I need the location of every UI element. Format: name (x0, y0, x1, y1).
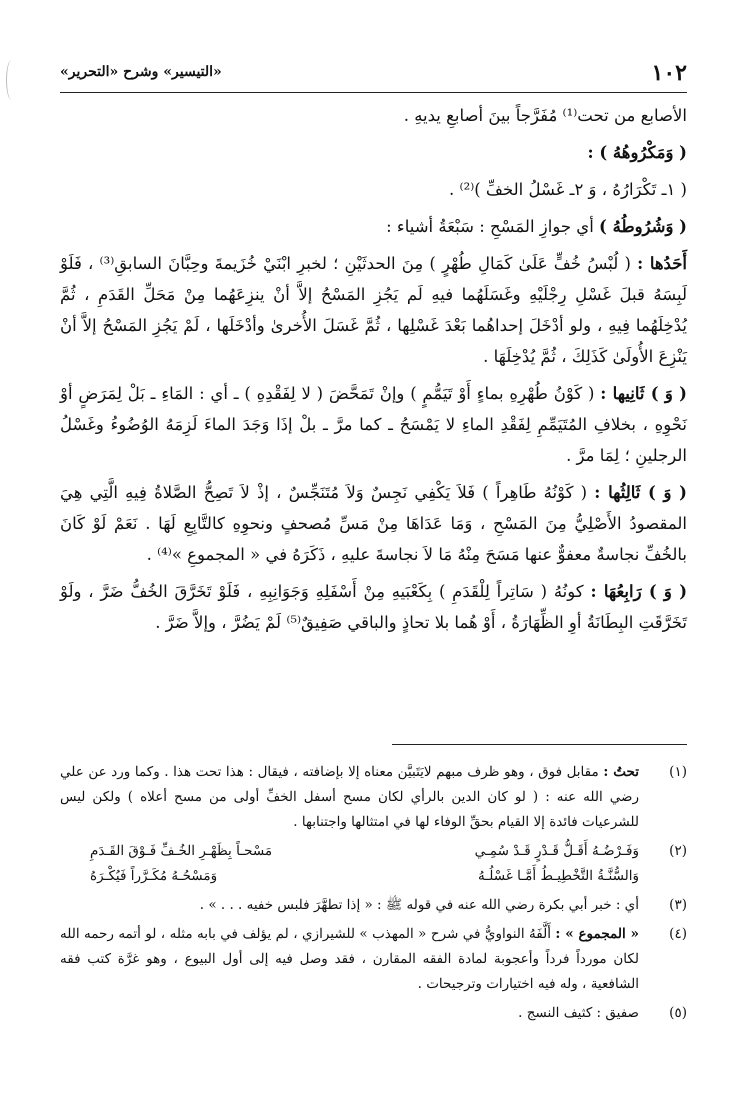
running-title: «التيسير» وشرح «التحرير» (60, 64, 222, 80)
footnote-number: (٥) (669, 1005, 687, 1021)
verse-hemistich: وَمَسْحُـهُ مُكَـرَّراً فَيُكْـرَهُ (90, 868, 218, 884)
paragraph-second-condition (60, 378, 687, 471)
footnote-number: (٤) (669, 926, 687, 942)
heading-third: ( وَ ) ثَالِثُها : (594, 483, 687, 502)
footnote-2 (60, 839, 687, 889)
paragraph-makruhat-list: ( ١ـ تَكْرَارُهُ ، وَ ٢ـ غَسْلُ الخفِّ )⁽²⁾ . (449, 180, 687, 199)
footnote-number: (٣) (669, 897, 687, 913)
main-text (60, 100, 687, 644)
second-condition-text: ( كَوْنُ طُهْرِهِ بماءٍ أَوْ تَيَمُّمٍ ) وإنْ تَمَحَّضَ ( لا لِفَقْدِهِ ) ـ أي : المَاءِ ـ بَلْ لِمَرَضٍ أوْ نَحْوِهِ ، بخلافِ المُتَيَمِّمِ لِفَقْدِ الماءِ لا يَمْسَحُ ـ كما مرَّ ـ بلْ إذَا وَجَدَ الماءَ لَزِمَهُ الوُضُوءُ وغَسْلُ الرجلينِ ؛ لِمَا مرَّ . (60, 384, 687, 465)
header-rule (60, 92, 687, 93)
paragraph-makruhat (60, 137, 687, 168)
page-number: ١٠٢ (651, 60, 687, 86)
verse-line-2 (60, 864, 639, 889)
heading-second: ( وَ ) ثَانِيها : (600, 384, 687, 403)
footnote-4-head: « المجموع » : (555, 926, 639, 942)
third-condition-text: ( كَوْنُهُ طَاهِراً ) فَلاَ يَكْفِي نَجِسٌ وَلاَ مُتَنَجِّسٌ ، إذْ لاَ تَصِحُّ الصَّلاةُ فِيهِ الَّتِي هِيَ المقصودُ الأَصْلِيُّ مِنَ المَسْحِ ، وَمَا عَدَاهَا مِنْ مَسِّ مُصحفٍ ونحوِهِ كالتَّابِعِ لَهَا . نَعَمْ لَوْ كَانَ بالخُفِّ نجاسةٌ معفوٌّ عنها مَسَحَ مِنْهُ مَا لاَ نجاسةَ عليهِ ، ذَكَرَهُ في « المجموعِ »⁽⁴⁾ . (60, 483, 687, 564)
paragraph-shurut (60, 211, 687, 242)
footnote-number: (١) (669, 764, 687, 780)
page-edge-mark (6, 60, 17, 100)
verse-hemistich: وَالسُّنَّـةُ التَّخْطِيـطُ أَمَّـا غَسْلُـهُ (478, 868, 639, 884)
heading-makruhat: ( وَمَكْرُوهُهُ ) : (587, 143, 687, 162)
paragraph-third-condition (60, 477, 687, 570)
footnote-number: (٢) (669, 843, 687, 859)
verse-line-1 (60, 839, 639, 864)
footnote-3 (60, 893, 687, 918)
footnote-1 (60, 760, 687, 835)
footnotes (60, 760, 687, 1030)
verse-hemistich: مَسْحـاً بِظَهْـرِ الخُـفِّ فَـوْقَ القَـدَمِ (90, 843, 273, 859)
heading-first: أَحَدُها : (637, 254, 687, 273)
shurut-text: أي جوازِ المَسْحِ : سَبْعَةُ أشياء : (386, 217, 600, 236)
footnote-1-head: تحتُ : (603, 764, 639, 780)
footnote-5-text: صفيق : كثيف النسج . (518, 1005, 639, 1021)
paragraph-fourth-condition (60, 576, 687, 638)
footnote-4-text: أَلَّفَهُ النواويُّ في شرح « المهذب » للشيرازي ، لم يؤلف في بابه مثله ، لو أتمه رحمه الله لكان مورداً فرداً وأعجوبة لمادة الفقه المقارن ، فقد وصل فيه إلى أول البيوع ، وهو غرَّة كتب فقه الشافعية ، وله فيه اختيارات وترجيحات . (60, 926, 639, 992)
footnote-1-text: مقابل فوق ، وهو ظرف مبهم لايَتَبيَّن معناه إلا بإضافته ، فيقال : هذا تحت هذا . وكما ورد عن علي رضي الله عنه : ( لو كان الدين بالرأي لكان مسح أسفل الخفِّ أولى من مسح أعلاه ) ولكن ليس للشرعيات فائدة إلا القيام بحقِّ الوفاء لها في امتثالها واجتنابها . (60, 764, 639, 830)
paragraph-1: الأصابع من تحت⁽¹⁾ مُفَرَّجاً بينَ أصابعِ يديهِ . (403, 106, 687, 125)
heading-shurut: ( وَشُرُوطُهُ ) (599, 217, 687, 236)
footnote-4 (60, 922, 687, 997)
footnote-rule (392, 744, 687, 745)
heading-fourth: ( وَ ) رَابِعُهَا : (590, 582, 687, 601)
verse-hemistich: وَفَـرْضُـهُ أَقَـلُّ قَـدْرٍ قَـدْ سُمِـي (474, 843, 639, 859)
footnote-5 (60, 1001, 687, 1026)
first-condition-text: ( لُبْسُ خُفٍّ عَلَىٰ كَمَالِ طُهْرٍ ) مِنَ الحدثَيْنِ ؛ لخبرِ ابْنَيْ خُزَيمةَ وحِبَّانَ السابقِ⁽³⁾ ، فَلَوْ لَبِسَهُ قبلَ غَسْلِ رِجْلَيْهِ وغَسَلَهُما فيهِ لَم يَجُزِ المَسْحُ إلاَّ أنْ ينزِعَهُما مِنْ مَحَلِّ القَدَمِ ، ثُمَّ يُدْخِلَهُما فِيهِ ، ولو أدْخَلَ إحداهُما بَعْدَ غَسْلِها ، ثُمَّ غَسَلَ الأُخرىٰ وأدْخَلَها ، لَمْ يَجُزِ المَسْحُ إلاَّ أنْ يَنْزِعَ الأُولَىٰ كَذَلِكَ ، ثُمَّ يُدْخِلَهَا . (60, 254, 687, 366)
page-header (60, 60, 687, 90)
footnote-3-text: أي : خبر أبي بكرة رضي الله عنه في قوله ﷺ : « إذا تطهَّرَ فلبس خفيه . . . » . (199, 897, 639, 913)
paragraph-first-condition (60, 248, 687, 372)
fourth-condition-text: كونُهُ ( سَاتِراً لِلْقَدَمِ ) بِكَعْبَيهِ مِنْ أَسْفَلِهِ وَجَوَانِبِهِ ، فَلَوْ تَخَرَّقَ الخُفُّ ضَرَّ ، ولَوْ تَخَرَّقَتِ البِطَانَةُ أوِ الظِّهَارَةُ ، أَوْ هُما بلا تحاذٍ والباقي صَفِيقٌ⁽⁵⁾ لَمْ يَضُرَّ ، وإلاَّ ضَرَّ . (60, 582, 687, 632)
